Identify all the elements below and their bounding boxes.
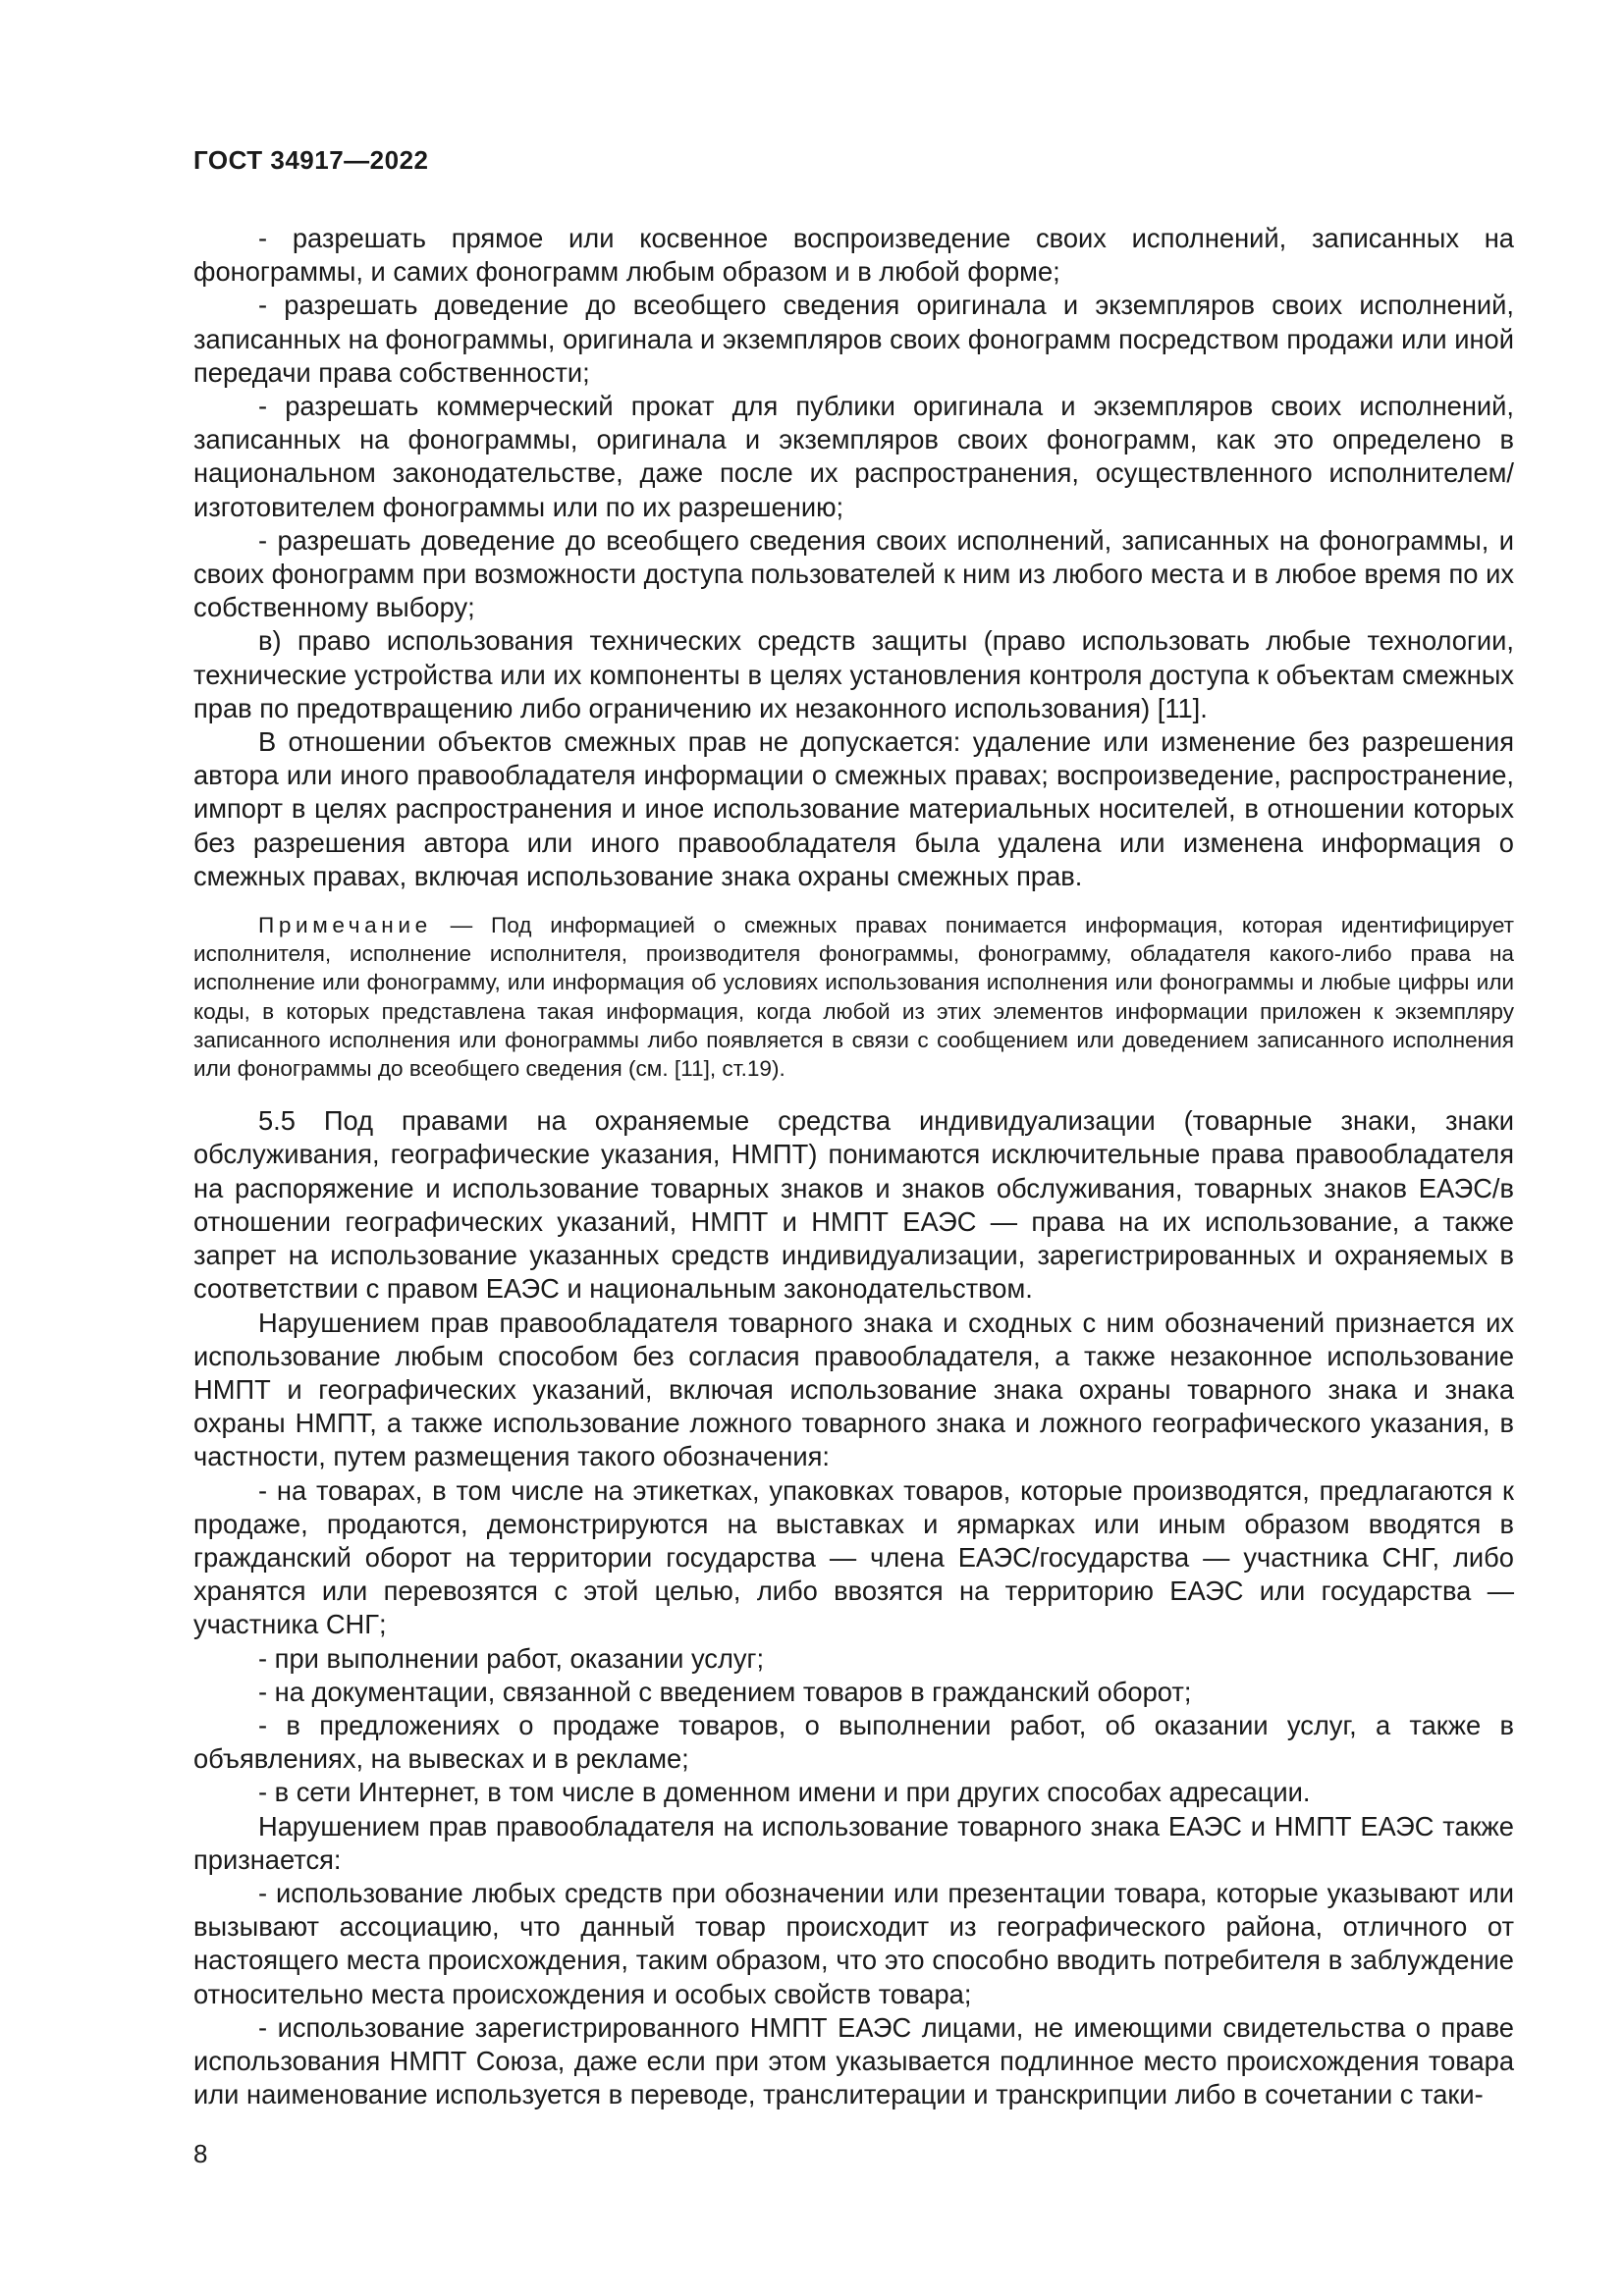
paragraph: Нарушением прав правообладателя на использование товарного знака ЕАЭС и НМПТ ЕАЭС также признается: xyxy=(193,1810,1514,1875)
document-header: ГОСТ 34917—2022 xyxy=(193,145,429,175)
paragraph: Нарушением прав правообладателя товарного знака и сходных с ним обозначений признается их использование любым способом без согласия правообладателя, а также незаконное использование НМПТ и географических указаний, включая использование знака охраны товарного знака и знака охраны НМПТ, а также использование ложного товарного знака и ложного географического указания, в частности, путем размещения такого обозначения: xyxy=(193,1307,1514,1472)
list-item: - использование любых средств при обозначении или презентации товара, которые указывают или вызывают ассоциацию, что данный товар происходит из географического района, отличного от настоящего места происхождения, таким образом, что это способно вводить потребителя в заблуждение относительно места происхождения и особых свойств товара; xyxy=(193,1877,1514,2009)
note-text: — Под информацией о смежных правах понимается информация, которая идентифицирует исполнителя, исполнение исполнителя, производителя фонограммы, фонограмму, обладателя какого-либо права на исполнение или фонограмму, или информация об условиях использования исполнения или фонограммы и любые цифры или коды, в которых представлена такая информация, когда любой из этих элементов информации приложен к экземпляру записанного исполнения или фонограммы либо появляется в связи с сообщением или доведением записанного исполнения или фонограммы до всеобщего сведения (см. [11], ст.19). xyxy=(193,913,1514,1082)
paragraph: в) право использования технических средств защиты (право использовать любые технологии, технические устройства или их компоненты в целях установления контроля доступа к объектам смежных прав по предотвращению либо ограничению их незаконного использования) [11]. xyxy=(193,625,1514,723)
list-item: - разрешать доведение до всеобщего сведения своих исполнений, записанных на фонограммы, и своих фонограмм при возможности доступа пользователей к ним из любого места и в любое время по их собственному выбору; xyxy=(193,524,1514,623)
list-item: - использование зарегистрированного НМПТ ЕАЭС лицами, не имеющими свидетельства о праве использования НМПТ Союза, даже если при этом указывается подлинное место происхождения товара или наименование используется в переводе, транслитерации и транскрипции либо в сочетании с таки- xyxy=(193,2011,1514,2110)
list-item: - при выполнении работ, оказании услуг; xyxy=(258,1642,765,1674)
list-item: - в предложениях о продаже товаров, о выполнении работ, об оказании услуг, а также в объявлениях, на вывесках и в рекламе; xyxy=(193,1709,1514,1775)
list-item: - на товарах, в том числе на этикетках, упаковках товаров, которые производятся, предлагаются к продаже, продаются, демонстрируются на выставках и ярмарках или иным образом вводятся в гражданский оборот на территории государства — члена ЕАЭС/государства — участника СНГ, либо хранятся или перевозятся с этой целью, либо ввозятся на территорию ЕАЭС или государства — участника СНГ; xyxy=(193,1474,1514,1640)
section-5-5-paragraph: 5.5 Под правами на охраняемые средства индивидуализации (товарные знаки, знаки обслуживания, географические указания, НМПТ) понимаются исключительные права правообладателя на распоряжение и использование товарных знаков и знаков обслуживания, товарных знаков ЕАЭС/в отношении географических указаний, НМПТ и НМПТ ЕАЭС — права на их использование, а также запрет на использование указанных средств индивидуализации, зарегистрированных и охраняемых в соответствии с правом ЕАЭС и национальным законодательством. xyxy=(193,1105,1514,1305)
paragraph: В отношении объектов смежных прав не допускается: удаление или изменение без разрешения автора или иного правообладателя информации о смежных правах; воспроизведение, распространение, импорт в целях распространения и иное использование материальных носителей, в отношении которых без разрешения автора или иного правообладателя была удалена или изменена информация о смежных правах, включая использование знака охраны смежных прав. xyxy=(193,726,1514,891)
list-item: - разрешать прямое или косвенное воспроизведение своих исполнений, записанных на фонограммы, и самих фонограмм любым образом и в любой форме; xyxy=(193,223,1514,288)
list-item: - в сети Интернет, в том числе в доменном имени и при других способах адресации. xyxy=(258,1777,1311,1808)
list-item: - на документации, связанной с введением товаров в гражданский оборот; xyxy=(258,1676,1192,1707)
list-item: - разрешать доведение до всеобщего сведения оригинала и экземпляров своих исполнений, записанных на фонограммы, оригинала и экземпляров своих фонограмм посредством продажи или иной передачи права собственности; xyxy=(193,290,1514,388)
note-block xyxy=(193,911,1514,1083)
list-item: - разрешать коммерческий прокат для публики оригинала и экземпляров своих исполнений, записанных на фонограммы, оригинала и экземпляров своих фонограмм, как это определено в национальном законодательстве, даже после их распространения, осуществленного исполнителем/изготовителем фонограммы или по их разрешению; xyxy=(193,391,1514,522)
note-label: Примечание xyxy=(258,913,432,938)
document-body xyxy=(193,222,1514,2111)
page-number: 8 xyxy=(193,2139,208,2168)
